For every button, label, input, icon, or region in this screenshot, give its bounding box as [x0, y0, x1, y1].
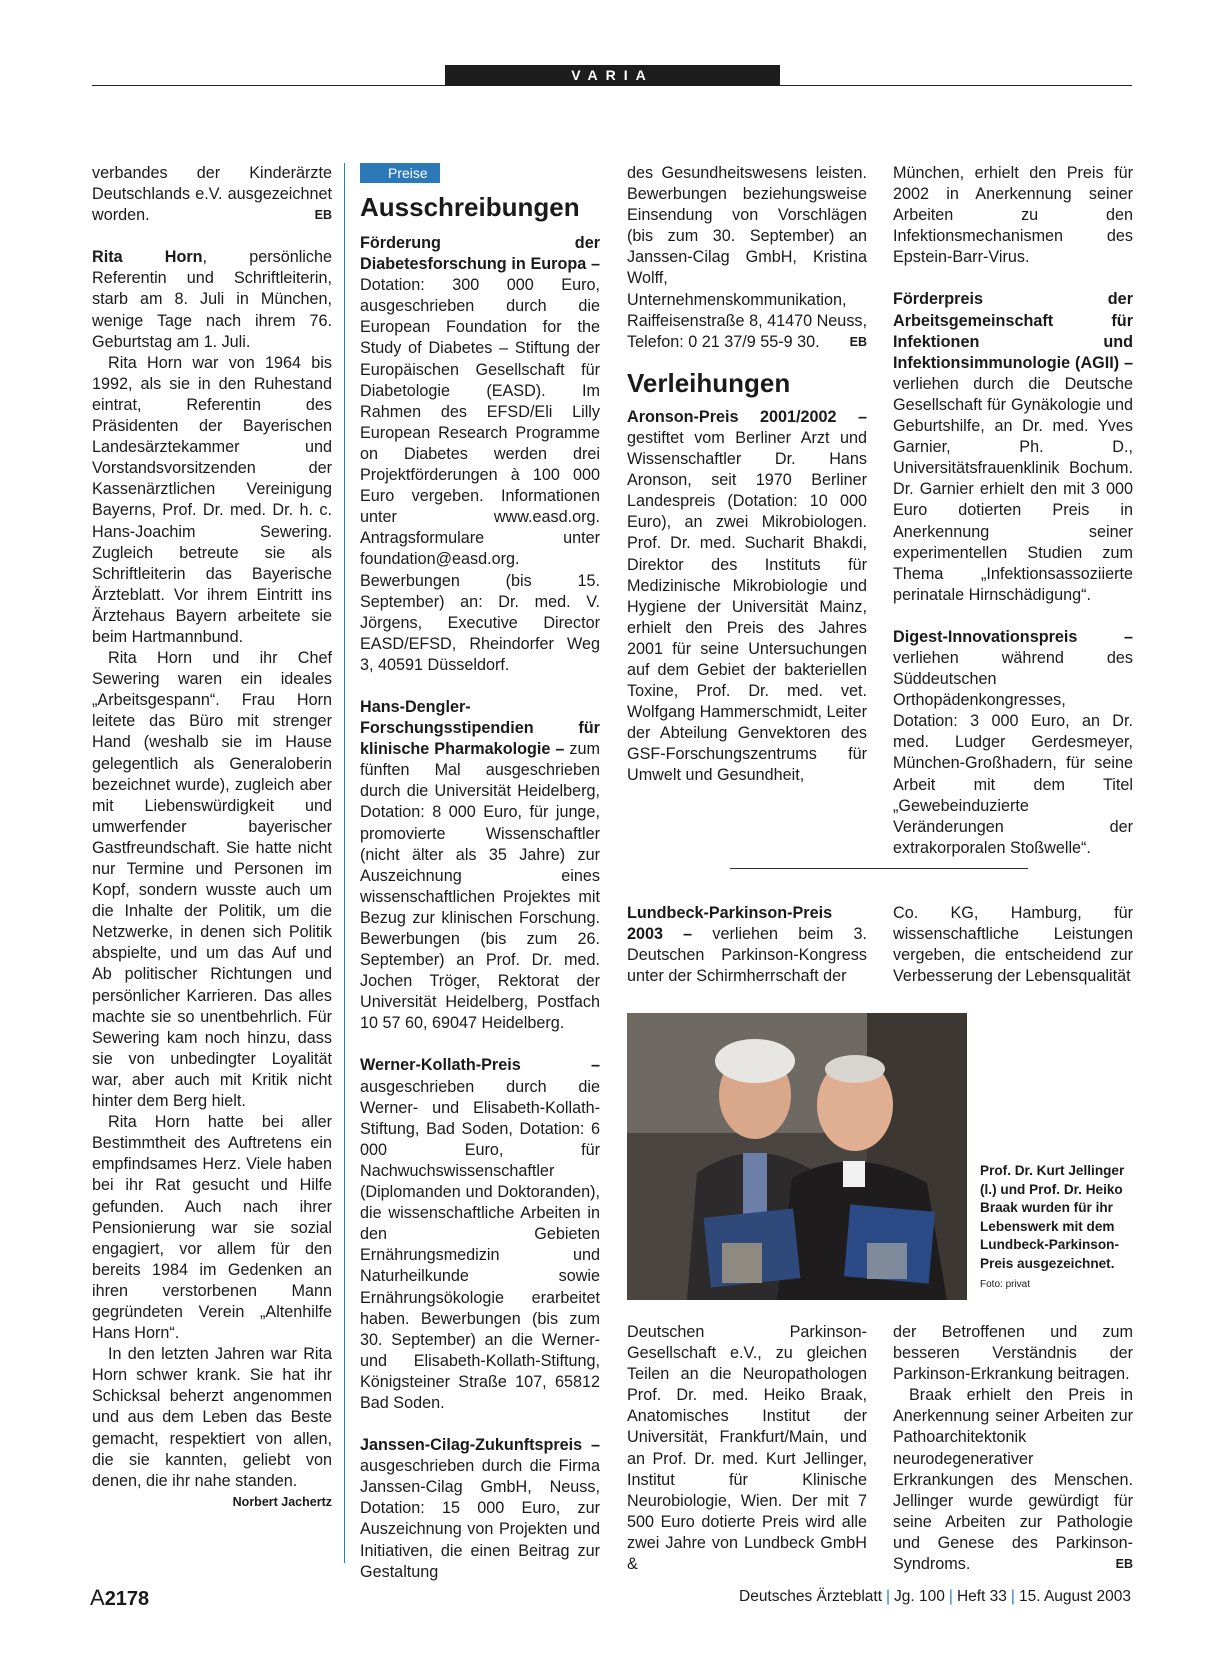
author-signature: EB [1115, 1557, 1133, 1572]
paragraph: Werner-Kollath-Preis – ausgeschrieben durch die Werner- und Elisabeth-Kollath-Stiftung, Bad Soden, Dotation: 6 000 Euro, für Nachwuchswissenschaftler (Diplomanden und Doktoranden), die wissenschaftliche Arbeiten in den Gebieten Ernährungsmedizin und Naturheilkunde sowie Ernährungsökologie erarbeitet haben. Bewerbungen (bis zum 30. September) an die Werner- und Elisabeth-Kollath-Stiftung, Königsteiner Straße 107, 65812 Bad Soden. [360, 1056, 600, 1412]
column-divider [344, 163, 345, 1563]
paragraph: Rita Horn, persönliche Referentin und Schriftleiterin, starb am 8. Juli in München, wenige Tage nach ihrem 76. Geburtstag am 1. Juli. [92, 248, 332, 351]
column-3 [627, 163, 867, 833]
paragraph: Janssen-Cilag-Zukunftspreis – ausgeschrieben durch die Firma Janssen-Cilag GmbH, Neuss, Dotation: 15 000 Euro, zur Auszeichnung von Projekten und Initiativen, die einen Beitrag zur Gestaltung [360, 1436, 600, 1581]
column-4 [893, 163, 1133, 857]
lundbeck-lower-right: der Betroffenen und zum besseren Verständnis der Parkinson-Erkrankung beitragen. Braak erhielt den Preis in Anerkennung seiner Arbeiten zur Pathoarchitektonik neurodegenerativer Erkrankungen des Menschen. Jellinger wurde gewürdigt für seine Arbeiten zur Pathologie und Genese des Parkinson-Syndroms. EB [893, 1322, 1133, 1575]
paragraph: Digest-Innovationspreis – verliehen während des Süddeutschen Orthopädenkongresses, Dotation: 3 000 Euro, an Dr. med. Ludger Gerdesmeyer, München-Großhadern, für seine Arbeit mit dem Titel „Gewebeinduzierte Veränderungen der extrakorporalen Stoßwelle“. [893, 627, 1133, 857]
paragraph: Rita Horn und ihr Chef Sewering waren ein ideales „Arbeitsgespann“. Frau Horn leitete das Büro mit strenger Hand (weshalb sie im Hause gelegentlich als Generaloberin bezeichnet wurde), zugleich aber mit Liebenswürdigkeit und umwerfender bayerischer Gastfreundschaft. Sie hatte nicht nur Termine und Personen im Kopf, sondern wusste auch um die Inhalte der Politik, um die Netzwerke, in denen sich Politik abspielte, und um das Auf und Ab politischer Richtungen und persönlicher Karrieren. Das alles machte sie so unentbehrlich. Für Sewering kam noch hinzu, dass sie von unbedingter Loyalität war, aber auch mit Kritik nicht hinter dem Berg hielt. [92, 649, 332, 1111]
paragraph: Förderpreis der Arbeitsgemeinschaft für Infektionen und Infektionsimmunologie (AGII) – verliehen durch die Deutsche Gesellschaft für Gynäkologie und Geburtshilfe, an Dr. med. Yves Garnier, Ph. D., Universitätsfrauenklinik Bochum. Dr. Garnier erhielt den mit 3 000 Euro dotierten Preis in Anerkennung seiner experimentellen Studien zum Thema „Infektionsassoziierte perinatale Hirnschädigung“. [893, 290, 1133, 604]
award-photo [627, 1013, 967, 1300]
section-title: Verleihungen [627, 367, 791, 398]
lundbeck-lower-left: Deutschen Parkinson-Gesellschaft e.V., zu gleichen Teilen an die Neuropathologen Prof. Dr. med. Heiko Braak, Anatomisches Institut der Universität, Frankfurt/Main, und an Prof. Dr. med. Kurt Jellinger, Institut für Klinische Neurobiologie, Wien. Der mit 7 500 Euro dotierte Preis wird alle zwei Jahre von Lundbeck GmbH & [627, 1323, 867, 1574]
paragraph: Förderung der Diabetesforschung in Europa – Dotation: 300 000 Euro, ausgeschrieben durch die European Foundation for the Study of Diabetes – Stiftung der Europäischen Gesellschaft für Diabetologie (EASD). Im Rahmen des EFSD/Eli Lilly European Research Programme on Diabetes werden drei Projektförderungen à 100 000 Euro vergeben. Informationen unter www.easd.org. Antragsformulare unter foundation@easd.org. Bewerbungen (bis 15. September) an: Dr. med. V. Jörgens, Executive Director EASD/EFSD, Rheindorfer Weg 3, 40591 Düsseldorf. [360, 234, 600, 674]
photo-credit: Foto: privat [980, 1278, 1031, 1290]
section-header: VARIA [445, 65, 780, 86]
paragraph: Rita Horn hatte bei aller Bestimmtheit des Auftretens ein empfindsames Herz. Viele haben bei ihr Rat gesucht und Hilfe gefunden. Auch nach ihrer Pensionierung war sie sozial engagiert, vor allem für den bereits 1984 im Gedenken an ihren verstorbenen Mann gegründeten Verein „Altenhilfe Hans Horn“. [92, 1113, 332, 1343]
author-signature: Norbert Jachertz [232, 1494, 332, 1509]
paragraph: Hans-Dengler-Forschungsstipendien für klinische Pharmakologie – zum fünften Mal ausgeschrieben durch die Universität Heidelberg, Dotation: 8 000 Euro, für junge, promovierte Wissenschaftler (nicht älter als 35 Jahre) zur Auszeichnung eines wissenschaftlichen Projektes mit Bezug zur klinischen Forschung. Bewerbungen (bis zum 26. September) an Prof. Dr. med. Jochen Tröger, Rektorat der Universität Heidelberg, Postfach 10 57 60, 69047 Heidelberg. [360, 697, 600, 1033]
lundbeck-intro-right: Co. KG, Hamburg, für wissenschaftliche Leistungen vergeben, die entscheidend zur Verbesserung der Lebensqualität [893, 904, 1133, 986]
category-tag: Preise [360, 163, 440, 183]
paragraph: München, erhielt den Preis für 2002 in Anerkennung seiner Arbeiten zu den Infektionsmechanismen des Epstein-Barr-Virus. [893, 164, 1133, 267]
page-number: A2178 [90, 1585, 150, 1610]
paragraph: In den letzten Jahren war Rita Horn schwer krank. Sie hat ihr Schicksal beherzt angenommen und aus dem Leben das Beste gemacht, respektiert von allen, die sie kannten, geliebt von denen, die ihr nahe standen. Norbert Jachertz [92, 1344, 332, 1492]
paragraph: Aronson-Preis 2001/2002 – gestiftet vom Berliner Arzt und Wissenschaftler Dr. Hans Aronson, seit 1970 Berliner Landespreis (Dotation: 10 000 Euro), an zwei Mikrobiologen. Prof. Dr. med. Sucharit Bhakdi, Direktor des Instituts für Medizinische Mikrobiologie und Hygiene der Universität Mainz, erhielt den Preis des Jahres 2001 für seine Untersuchungen auf dem Gebiet der bakteriellen Toxine, Prof. Dr. med. vet. Wolfgang Hammerschmidt, Leiter der Abteilung Genvektoren des GSF-Forschungszentrums für Umwelt und Gesundheit, [627, 407, 867, 785]
column-2 [360, 163, 600, 1581]
section-divider [730, 868, 1028, 869]
journal-footer: Deutsches Ärzteblatt | Jg. 100 | Heft 33 | 15. August 2003 [739, 1588, 1131, 1605]
paragraph: verbandes der Kinderärzte Deutschlands e.V. ausgezeichnet worden. EB [92, 163, 332, 226]
person-name: Rita Horn [92, 248, 203, 267]
column-1 [92, 163, 332, 1563]
author-signature: EB [314, 208, 332, 223]
paragraph: des Gesundheitswesens leisten. Bewerbungen beziehungsweise Einsendung von Vorschlägen (bis zum 30. September) an Janssen-Cilag GmbH, Kristina Wolff, Unternehmenskommunikation, Raiffeisenstraße 8, 41470 Neuss, Telefon: 0 21 37/9 55-9 30. EB [627, 163, 867, 353]
photo-caption: Prof. Dr. Kurt Jellinger (l.) und Prof. Dr. Heiko Braak wurden für ihr Lebenswerk mit dem Lundbeck-Parkinson-Preis ausgezeichnet. Foto: privat [980, 1163, 1125, 1290]
paragraph: Rita Horn war von 1964 bis 1992, als sie in den Ruhestand eintrat, Referentin des Präsidenten der Bayerischen Landesärztekammer und Vorstandsvorsitzenden der Kassenärztlichen Vereinigung Bayerns, Prof. Dr. med. Dr. h. c. Hans-Joachim Sewering. Zugleich betreute sie als Schriftleiterin das Bayerische Ärzteblatt. Vor ihrem Eintritt ins Ärztehaus Bayern arbeitete sie beim Hartmannbund. [92, 353, 332, 646]
author-signature: EB [849, 334, 867, 349]
lundbeck-intro-left: Lundbeck-Parkinson-Preis 2003 – verliehen beim 3. Deutschen Parkinson-Kongress unter der Schirmherrschaft der [627, 904, 867, 986]
section-title: Ausschreibungen [360, 192, 580, 222]
